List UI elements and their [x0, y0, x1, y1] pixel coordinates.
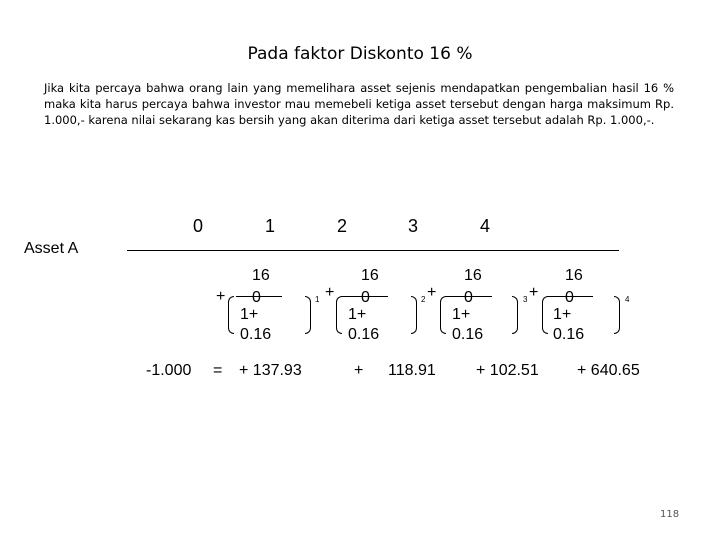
period-2: 2	[337, 216, 348, 236]
period-0: 0	[193, 216, 204, 236]
fraction-1-plus: +	[216, 288, 226, 305]
fraction-3-bracket-left	[440, 296, 446, 334]
fraction-2-exponent: 2	[421, 295, 426, 304]
fraction-1-bracket-left	[228, 296, 234, 334]
period-4: 4	[480, 216, 491, 236]
period-3: 3	[408, 216, 419, 236]
equation-term-2: 118.91	[388, 362, 436, 379]
fraction-3-plus: +	[427, 284, 437, 301]
fraction-1-num-b: 0	[252, 289, 261, 306]
fraction-1-den-a: 1+	[240, 306, 259, 323]
slide-title: Pada faktor Diskonto 16 %	[247, 44, 473, 64]
fraction-2-den-a: 1+	[348, 306, 367, 323]
fraction-4-num-b: 0	[565, 289, 574, 306]
fraction-3-num-b: 0	[464, 289, 473, 306]
fraction-3-num-a: 16	[464, 267, 482, 284]
equation-equals: =	[213, 362, 223, 379]
fraction-2-bracket-right	[411, 296, 417, 334]
body-paragraph: Jika kita percaya bahwa orang lain yang memelihara asset sejenis mendapatkan pengembalian hasil 16 % maka kita harus percaya bahwa investor mau memebeli ketiga asset tersebut dengan harga maksimum Rp. 1.000,- karena nilai sekarang kas bersih yang akan diterima dari ketiga asset tersebut adalah Rp. 1.000,-.	[44, 81, 674, 127]
equation-term-3: + 102.51	[476, 362, 539, 379]
fraction-3-exponent: 3	[523, 295, 528, 304]
asset-label: Asset A	[24, 240, 79, 257]
fraction-4-plus: +	[529, 284, 539, 301]
fraction-2-num-b: 0	[361, 289, 370, 306]
fraction-1-bracket-right	[305, 296, 311, 334]
fraction-4-exponent: 4	[625, 295, 630, 304]
fraction-2-den-b: 0.16	[348, 326, 380, 343]
fraction-4-den-b: 0.16	[553, 326, 585, 343]
equation-plus: +	[354, 362, 364, 379]
page-number: 118	[660, 509, 680, 520]
fraction-4-den-a: 1+	[553, 306, 572, 323]
fraction-4-bracket-left	[542, 296, 548, 334]
fraction-1-num-a: 16	[252, 267, 270, 284]
equation-lhs: -1.000	[146, 362, 192, 379]
equation-term-1: + 137.93	[239, 362, 302, 379]
fraction-2-bracket-left	[336, 296, 342, 334]
fraction-3-den-a: 1+	[452, 306, 471, 323]
fraction-4-num-a: 16	[565, 267, 583, 284]
fraction-4-bracket-right	[614, 296, 620, 334]
fraction-3-bracket-right	[512, 296, 518, 334]
period-1: 1	[265, 216, 276, 236]
equation-term-4: + 640.65	[577, 362, 640, 379]
timeline-axis	[127, 250, 619, 251]
fraction-2-plus: +	[325, 284, 335, 301]
fraction-1-exponent: 1	[315, 295, 320, 304]
fraction-1-den-b: 0.16	[240, 326, 272, 343]
fraction-2-num-a: 16	[361, 267, 379, 284]
fraction-3-den-b: 0.16	[452, 326, 484, 343]
